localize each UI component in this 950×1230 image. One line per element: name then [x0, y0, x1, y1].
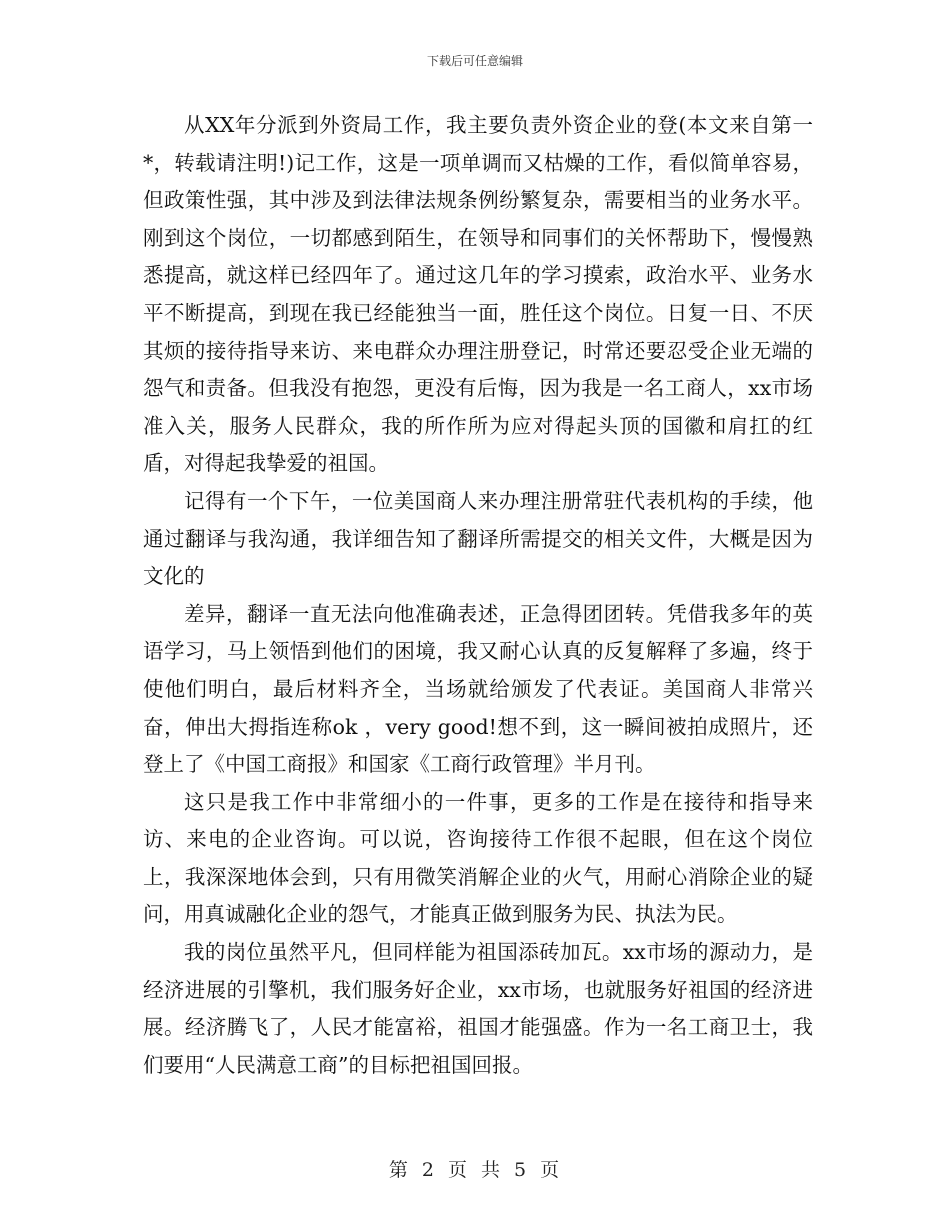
page-number-footer: 第 2 页 共 5 页 — [388, 1159, 562, 1181]
paragraph-1: 从XX年分派到外资局工作，我主要负责外资企业的登(本文来自第一*，转载请注明!)记工作，这是一项单调而又枯燥的工作，看似简单容易，但政策性强，其中涉及到法律法规条例纷繁复杂，需要相当的业务水平。刚到这个岗位，一切都感到陌生，在领导和同事们的关怀帮助下，慢慢熟悉提高，就这样已经四年了。通过这几年的学习摸索，政治水平、业务水平不断提高，到现在我已经能独当一面，胜任这个岗位。日复一日、不厌其烦的接待指导来访、来电群众办理注册登记，时常还要忍受企业无端的怨气和责备。但我没有抱怨，更没有后悔，因为我是一名工商人，xx市场准入关，服务人民群众，我的所作所为应对得起头顶的国徽和肩扛的红盾，对得起我挚爱的祖国。 — [143, 113, 813, 476]
paragraph-3: 差异，翻译一直无法向他准确表述，正急得团团转。凭借我多年的英语学习，马上领悟到他们的困境，我又耐心认真的反复解释了多遍，终于使他们明白，最后材料齐全，当场就给颁发了代表证。美国商人非常兴奋，伸出大拇指连称ok ，very good!想不到，这一瞬间被拍成照片，还登上了《中国工商报》和国家《工商行政管理》半月刊。 — [143, 601, 813, 777]
paragraph-5: 我的岗位虽然平凡，但同样能为祖国添砖加瓦。xx市场的源动力，是经济进展的引擎机，我们服务好企业，xx市场，也就服务好祖国的经济进展。经济腾飞了，人民才能富裕，祖国才能强盛。作为一名工商卫士，我们要用“人民满意工商”的目标把祖国回报。 — [143, 940, 813, 1077]
paragraph-4: 这只是我工作中非常细小的一件事，更多的工作是在接待和指导来访、来电的企业咨询。可以说，咨询接待工作很不起眼，但在这个岗位上，我深深地体会到，只有用微笑消解企业的火气，用耐心消除企业的疑问，用真诚融化企业的怨气，才能真正做到服务为民、执法为民。 — [143, 789, 813, 927]
document-body — [143, 107, 813, 1084]
paragraph-2: 记得有一个下午，一位美国商人来办理注册常驻代表机构的手续，他通过翻译与我沟通，我详细告知了翻译所需提交的相关文件，大概是因为文化的 — [143, 488, 813, 589]
page-header: 下载后可任意编辑 — [426, 54, 523, 68]
